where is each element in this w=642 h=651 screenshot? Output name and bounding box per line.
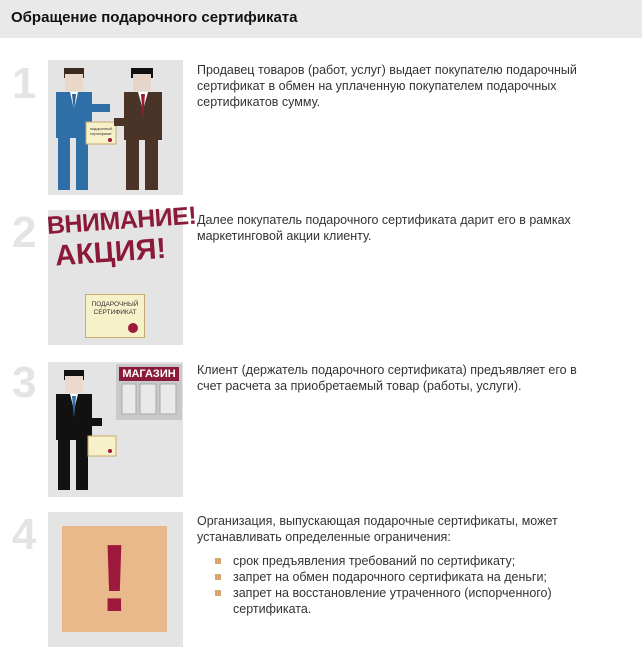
promo-banner — [46, 201, 198, 274]
step-4-text — [197, 513, 597, 617]
list-item: запрет на обмен подарочного сертификата на деньги; — [215, 569, 597, 585]
list-item: срок предъявления требований по сертификату; — [215, 553, 597, 569]
page-title: Обращение подарочного сертификата — [11, 9, 298, 26]
svg-text:подарочный: подарочный — [89, 126, 113, 131]
step-4-intro: Организация, выпускающая подарочные сертификаты, может устанавливать определенные ограничения: — [197, 514, 558, 544]
banner-line-1: ВНИМАНИЕ! — [46, 201, 198, 240]
step-2-illustration — [46, 201, 198, 345]
svg-text:сертификат: сертификат — [90, 131, 112, 136]
page-header — [0, 0, 642, 38]
step-4-illustration — [48, 512, 183, 647]
certificate-label-line-1: ПОДАРОЧНЫЙ — [91, 301, 139, 308]
list-item: запрет на восстановление утраченного (испорченного) сертификата. — [215, 585, 597, 617]
gift-certificate — [85, 294, 145, 338]
bullet-square-icon — [215, 558, 221, 564]
banner-line-2: АКЦИЯ! — [54, 232, 168, 273]
step-4-number: 4 — [12, 510, 37, 559]
step-1-illustration — [48, 60, 183, 195]
step-3-text: Клиент (держатель подарочного сертификата) предъявляет его в счет расчета за приобретаемый товар (работы, услуги). — [197, 363, 577, 393]
step-2-text: Далее покупатель подарочного сертификата дарит его в рамках маркетинговой акции клиенту. — [197, 213, 571, 243]
step-1-text: Продавец товаров (работ, услуг) выдает покупателю подарочный сертификат в обмен на уплаченную покупателем подарочных сертификатов сумму. — [197, 63, 577, 109]
exclamation-icon: ! — [98, 525, 131, 632]
warning-card — [62, 526, 167, 632]
seal-icon — [128, 323, 138, 333]
step-2-number: 2 — [12, 208, 37, 257]
step-3-illustration — [48, 362, 183, 497]
shop-sign: МАГАЗИН — [119, 367, 179, 381]
step-3-number: 3 — [12, 358, 37, 407]
bullet-square-icon — [215, 574, 221, 580]
step-1-number: 1 — [12, 59, 37, 108]
restrictions-list — [197, 553, 597, 617]
certificate-label-line-2: СЕРТИФИКАТ — [93, 309, 137, 316]
bullet-square-icon — [215, 590, 221, 596]
